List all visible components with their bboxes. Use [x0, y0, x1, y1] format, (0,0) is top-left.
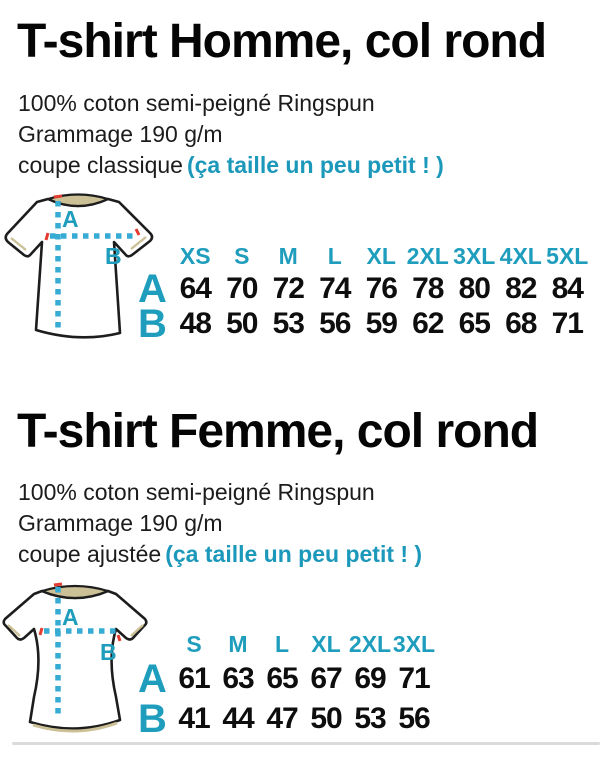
- diagram-label-a: A: [62, 604, 79, 630]
- size-header: XS: [179, 242, 211, 269]
- value-cell: 41: [178, 702, 210, 735]
- value-cell: 59: [365, 306, 397, 340]
- value-cell: 68: [505, 306, 537, 340]
- product-description-homme: [18, 88, 444, 181]
- size-header: S: [186, 630, 202, 657]
- value-cell: 63: [222, 662, 254, 695]
- red-tick-left: [40, 628, 42, 635]
- value-cell: 48: [179, 306, 211, 340]
- size-header: M: [278, 242, 298, 269]
- size-table-homme: [138, 241, 591, 346]
- value-cell: 62: [412, 306, 444, 340]
- value-cell: 50: [226, 306, 258, 340]
- value-cell: 47: [266, 702, 298, 735]
- size-header: 4XL: [499, 242, 542, 269]
- size-header: 3XL: [453, 242, 496, 269]
- desc-fit: [18, 539, 422, 570]
- diagram-label-b: B: [100, 639, 117, 665]
- size-header: XL: [366, 242, 396, 269]
- size-header: 5XL: [546, 242, 589, 269]
- value-cell: 50: [310, 702, 342, 735]
- value-cell: 56: [319, 306, 351, 340]
- desc-fit: [18, 150, 444, 181]
- size-header: 2XL: [406, 242, 449, 269]
- fit-type: coupe classique: [18, 152, 183, 178]
- size-header: 2XL: [348, 630, 392, 657]
- value-cell: 84: [551, 271, 583, 305]
- size-table-femme: [138, 629, 436, 739]
- fit-note: (ça taille un peu petit ! ): [165, 541, 423, 567]
- red-tick-right: [118, 635, 120, 641]
- size-header: L: [274, 630, 290, 657]
- value-cell: 61: [178, 662, 210, 695]
- value-cell: 69: [354, 662, 386, 695]
- value-cell: 65: [266, 662, 298, 695]
- diagram-label-a: A: [62, 206, 79, 232]
- size-header: XL: [311, 630, 341, 657]
- value-cell: 74: [319, 271, 351, 305]
- size-header: S: [234, 242, 250, 269]
- size-header: 3XL: [392, 630, 436, 657]
- desc-weight: Grammage 190 g/m: [18, 121, 223, 147]
- value-cell: 56: [398, 702, 430, 735]
- diagram-label-b: B: [105, 243, 122, 269]
- value-cell: 53: [272, 306, 304, 340]
- value-cell: 78: [412, 271, 444, 305]
- size-header: L: [327, 242, 342, 269]
- value-cell: 71: [551, 306, 583, 340]
- section-title-femme: T-shirt Femme, col rond: [17, 405, 539, 458]
- fit-type: coupe ajustée: [18, 541, 162, 567]
- value-cell: 71: [398, 662, 430, 695]
- product-description-femme: [18, 477, 422, 570]
- value-cell: 65: [458, 306, 490, 340]
- tshirt-diagram-femme: [0, 579, 152, 743]
- size-header: M: [228, 630, 248, 657]
- desc-weight: Grammage 190 g/m: [18, 510, 223, 536]
- value-cell: 82: [505, 271, 537, 305]
- value-cell: 44: [222, 702, 254, 735]
- value-cell: 64: [179, 271, 211, 305]
- row-label-b: B: [138, 301, 167, 346]
- desc-material: 100% coton semi-peigné Ringspun: [18, 90, 375, 116]
- corner-cell: [138, 629, 172, 659]
- section-title-homme: T-shirt Homme, col rond: [17, 15, 547, 68]
- value-cell: 53: [354, 702, 386, 735]
- value-cell: 70: [226, 271, 258, 305]
- red-tick-top: [54, 584, 62, 585]
- row-label-b: B: [138, 697, 167, 741]
- bottom-divider: [12, 742, 600, 745]
- tshirt-outline: [6, 199, 152, 337]
- value-cell: 80: [458, 271, 490, 305]
- value-cell: 72: [272, 271, 304, 305]
- fit-note: (ça taille un peu petit ! ): [186, 152, 444, 178]
- value-cell: 67: [310, 662, 342, 695]
- desc-material: 100% coton semi-peigné Ringspun: [18, 479, 375, 505]
- red-tick-left: [46, 233, 48, 240]
- value-cell: 76: [365, 271, 397, 305]
- red-tick-top: [54, 196, 62, 197]
- row-label-a: A: [138, 266, 167, 311]
- row-label-a: A: [138, 657, 167, 701]
